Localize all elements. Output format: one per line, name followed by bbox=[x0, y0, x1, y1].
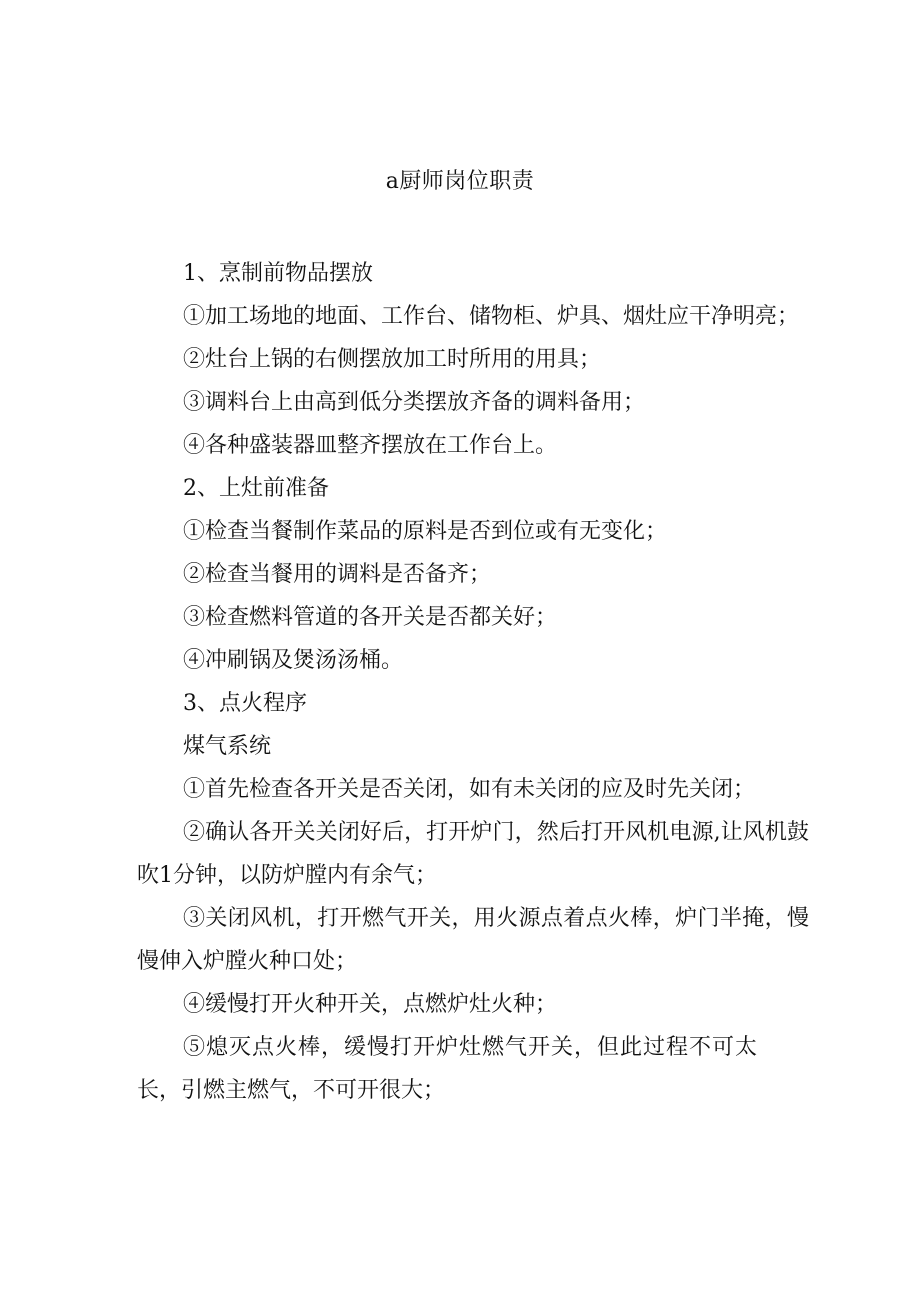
list-item: ②灶台上锅的右侧摆放加工时所用的用具； bbox=[183, 347, 602, 372]
section-heading: 3、点火程序 bbox=[183, 691, 307, 716]
list-item: ②检查当餐用的调料是否备齐； bbox=[183, 562, 492, 587]
list-item: ⑤熄灭点火棒，缓慢打开炉灶燃气开关，但此过程不可太长，引燃主燃气，不可开很大； bbox=[137, 1035, 757, 1103]
list-item: ①首先检查各开关是否关闭，如有未关闭的应及时先关闭； bbox=[183, 777, 756, 802]
section-heading: 1、烹制前物品摆放 bbox=[183, 261, 373, 286]
list-item: ④缓慢打开火种开关，点燃炉灶火种； bbox=[183, 992, 558, 1017]
section-heading: 2、上灶前准备 bbox=[183, 476, 329, 501]
list-item: ①检查当餐制作菜品的原料是否到位或有无变化； bbox=[183, 519, 668, 544]
list-item: ①加工场地的地面、工作台、储物柜、炉具、烟灶应干净明亮； bbox=[183, 304, 800, 329]
list-item: ③检查燃料管道的各开关是否都关好； bbox=[183, 605, 558, 630]
list-item: ②确认各开关关闭好后，打开炉门，然后打开风机电源,让风机鼓吹1分钟，以防炉膛内有余气； bbox=[137, 820, 809, 888]
list-item: ④各种盛装器皿整齐摆放在工作台上。 bbox=[183, 433, 558, 458]
list-item: ④冲刷锅及煲汤汤桶。 bbox=[183, 648, 404, 673]
page-title: a厨师岗位职责 bbox=[385, 169, 535, 194]
subsection-heading: 煤气系统 bbox=[183, 734, 272, 759]
list-item: ③关闭风机，打开燃气开关，用火源点着点火棒，炉门半掩，慢慢伸入炉膛火种口处； bbox=[137, 906, 809, 974]
list-item: ③调料台上由高到低分类摆放齐备的调料备用； bbox=[183, 390, 646, 415]
document-body bbox=[137, 252, 809, 1112]
